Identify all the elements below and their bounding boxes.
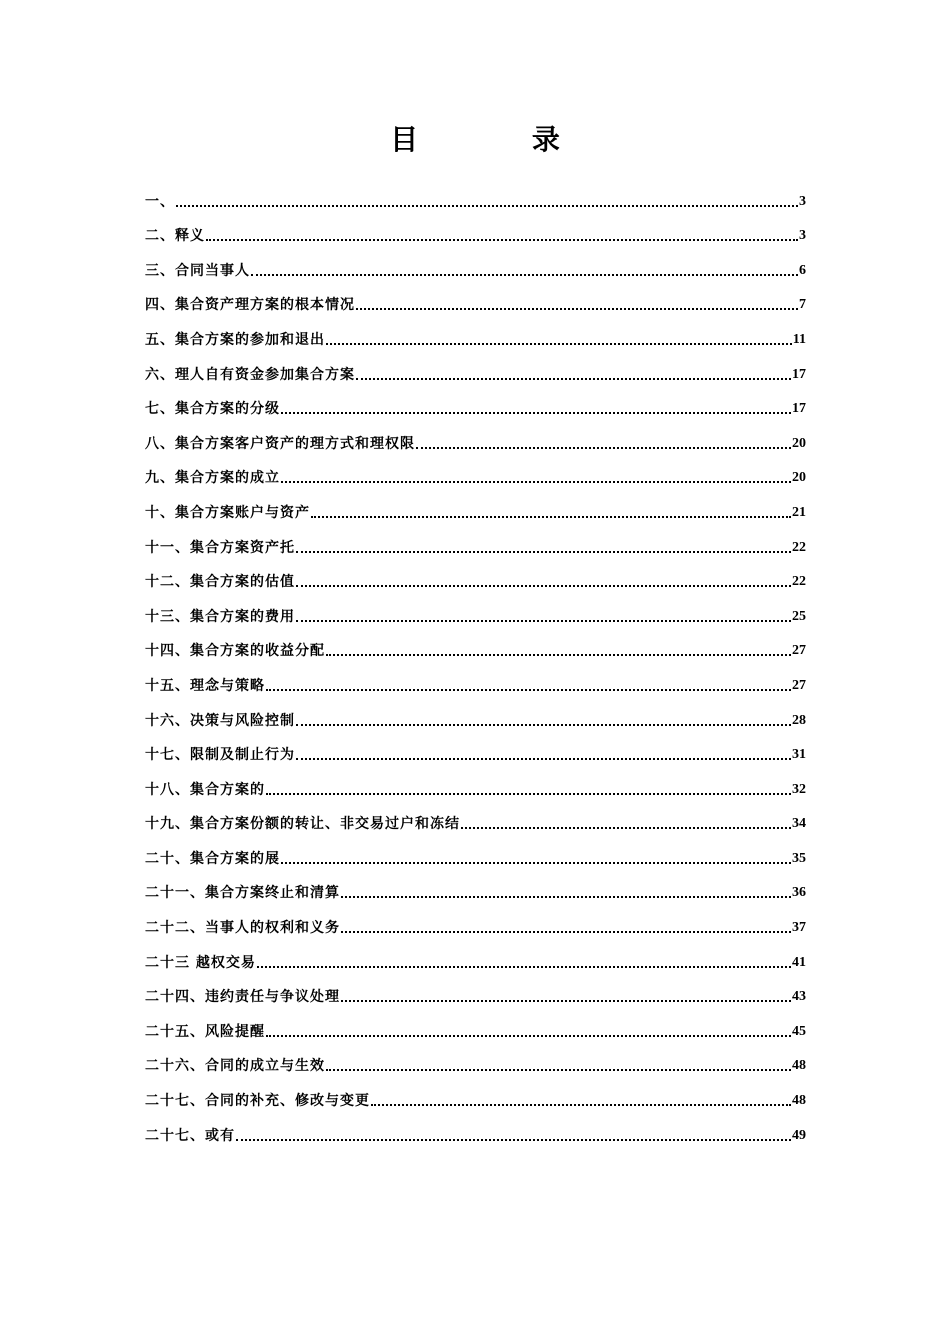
- toc-dot-leader: [266, 677, 791, 695]
- toc-entry-page-number: 20: [792, 435, 806, 451]
- toc-entry[interactable]: [145, 557, 806, 592]
- toc-entry-page-number: 37: [792, 920, 806, 936]
- toc-entry-page-number: 35: [792, 850, 806, 866]
- toc-entry-label: 十、集合方案账户与资产: [145, 504, 310, 521]
- toc-entry-label: 七、集合方案的分级: [145, 401, 280, 418]
- toc-entry[interactable]: [145, 176, 806, 211]
- toc-entry-page-number: 27: [792, 643, 806, 659]
- toc-entry-page-number: 34: [792, 816, 806, 832]
- toc-dot-leader: [326, 1057, 791, 1075]
- toc-entry-page-number: 3: [799, 193, 806, 209]
- toc-entry-page-number: 11: [792, 331, 806, 347]
- toc-entry-page-number: 21: [792, 504, 806, 520]
- toc-dot-leader: [251, 262, 798, 280]
- toc-entry-label: 二十三 越权交易: [145, 954, 256, 971]
- toc-entry-label: 十八、集合方案的: [145, 781, 265, 798]
- toc-entry-label: 四、集合资产理方案的根本情况: [145, 297, 355, 314]
- toc-dot-leader: [341, 988, 791, 1006]
- toc-dot-leader: [371, 1092, 791, 1110]
- toc-entry[interactable]: [145, 280, 806, 315]
- toc-entry-label: 十三、集合方案的费用: [145, 608, 295, 625]
- toc-entry-page-number: 27: [792, 677, 806, 693]
- toc-dot-leader: [296, 573, 791, 591]
- toc-dot-leader: [356, 296, 798, 314]
- toc-entry-label: 二十六、合同的成立与生效: [145, 1058, 325, 1075]
- toc-entry[interactable]: [145, 1110, 806, 1145]
- toc-entry-label: 二十七、或有: [145, 1127, 235, 1144]
- toc-entry-page-number: 49: [792, 1127, 806, 1143]
- toc-entry-label: 六、理人自有资金参加集合方案: [145, 366, 355, 383]
- toc-dot-leader: [326, 331, 792, 349]
- toc-entry[interactable]: [145, 730, 806, 765]
- toc-entry[interactable]: [145, 764, 806, 799]
- toc-dot-leader: [236, 1127, 791, 1145]
- toc-dot-leader: [206, 227, 798, 245]
- toc-dot-leader: [281, 850, 791, 868]
- toc-entry[interactable]: [145, 1041, 806, 1076]
- toc-entry-label: 十四、集合方案的收益分配: [145, 643, 325, 660]
- toc-entry-label: 二十一、集合方案终止和清算: [145, 885, 340, 902]
- toc-entry-label: 二十、集合方案的展: [145, 850, 280, 867]
- toc-entry-page-number: 17: [792, 366, 806, 382]
- toc-entry-label: 一、: [145, 193, 175, 210]
- toc-entry-label: 二、释义: [145, 228, 205, 245]
- toc-entry[interactable]: [145, 972, 806, 1007]
- toc-entry-page-number: 17: [792, 401, 806, 417]
- toc-entry-page-number: 48: [792, 1093, 806, 1109]
- toc-entry[interactable]: [145, 695, 806, 730]
- toc-dot-leader: [281, 469, 791, 487]
- toc-entry[interactable]: [145, 799, 806, 834]
- toc-entry-label: 二十四、违约责任与争议处理: [145, 989, 340, 1006]
- toc-dot-leader: [326, 642, 791, 660]
- toc-entry-label: 十六、决策与风险控制: [145, 712, 295, 729]
- toc-entry[interactable]: [145, 384, 806, 419]
- toc-entry[interactable]: [145, 211, 806, 246]
- toc-entry-label: 九、集合方案的成立: [145, 470, 280, 487]
- page-title: 目 录: [390, 123, 612, 156]
- toc-entry[interactable]: [145, 868, 806, 903]
- toc-entry-label: 三、合同当事人: [145, 262, 250, 279]
- toc-entry-page-number: 22: [792, 574, 806, 590]
- toc-entry[interactable]: [145, 1006, 806, 1041]
- toc-dot-leader: [461, 815, 791, 833]
- toc-entry-page-number: 31: [792, 747, 806, 763]
- toc-entry[interactable]: [145, 833, 806, 868]
- toc-dot-leader: [266, 781, 791, 799]
- toc-entry-page-number: 3: [799, 228, 806, 244]
- toc-entry-label: 十九、集合方案份额的转让、非交易过户和冻结: [145, 816, 460, 833]
- toc-entry-label: 二十七、合同的补充、修改与变更: [145, 1093, 370, 1110]
- toc-entry-page-number: 45: [792, 1023, 806, 1039]
- toc-entry-label: 十二、集合方案的估值: [145, 574, 295, 591]
- toc-dot-leader: [296, 539, 791, 557]
- toc-entry[interactable]: [145, 902, 806, 937]
- toc-entry-page-number: 6: [799, 262, 806, 278]
- toc-dot-leader: [356, 366, 791, 384]
- toc-dot-leader: [296, 608, 791, 626]
- toc-entry[interactable]: [145, 522, 806, 557]
- toc-entry-label: 十五、理念与策略: [145, 677, 265, 694]
- toc-entry[interactable]: [145, 314, 806, 349]
- toc-entry-page-number: 36: [792, 885, 806, 901]
- toc-entry-page-number: 25: [792, 608, 806, 624]
- toc-dot-leader: [341, 919, 791, 937]
- toc-entry[interactable]: [145, 418, 806, 453]
- toc-dot-leader: [266, 1023, 791, 1041]
- toc-entry[interactable]: [145, 937, 806, 972]
- toc-entry-page-number: 20: [792, 470, 806, 486]
- toc-entry-label: 五、集合方案的参加和退出: [145, 331, 325, 348]
- toc-entry[interactable]: [145, 660, 806, 695]
- toc-dot-leader: [257, 954, 791, 972]
- toc-entry-page-number: 7: [799, 297, 806, 313]
- toc-entry-page-number: 22: [792, 539, 806, 555]
- toc-entry[interactable]: [145, 245, 806, 280]
- toc-dot-leader: [281, 400, 791, 418]
- toc-entry[interactable]: [145, 1075, 806, 1110]
- toc-entry[interactable]: [145, 626, 806, 661]
- toc-dot-leader: [311, 504, 791, 522]
- toc-entry-page-number: 32: [792, 781, 806, 797]
- toc-entry[interactable]: [145, 349, 806, 384]
- toc-entry-page-number: 28: [792, 712, 806, 728]
- toc-entry[interactable]: [145, 591, 806, 626]
- toc-entry-label: 十七、限制及制止行为: [145, 747, 295, 764]
- toc-entry-page-number: 43: [792, 989, 806, 1005]
- toc-dot-leader: [176, 193, 798, 211]
- toc-dot-leader: [416, 435, 791, 453]
- toc-entry[interactable]: [145, 487, 806, 522]
- toc-entry-label: 十一、集合方案资产托: [145, 539, 295, 556]
- table-of-contents: [145, 176, 806, 1145]
- toc-dot-leader: [296, 746, 791, 764]
- toc-dot-leader: [296, 712, 791, 730]
- toc-entry[interactable]: [145, 453, 806, 488]
- toc-entry-page-number: 48: [792, 1058, 806, 1074]
- toc-entry-label: 八、集合方案客户资产的理方式和理权限: [145, 435, 415, 452]
- toc-dot-leader: [341, 884, 791, 902]
- toc-entry-label: 二十五、风险提醒: [145, 1023, 265, 1040]
- toc-entry-label: 二十二、当事人的权利和义务: [145, 920, 340, 937]
- toc-entry-page-number: 41: [792, 954, 806, 970]
